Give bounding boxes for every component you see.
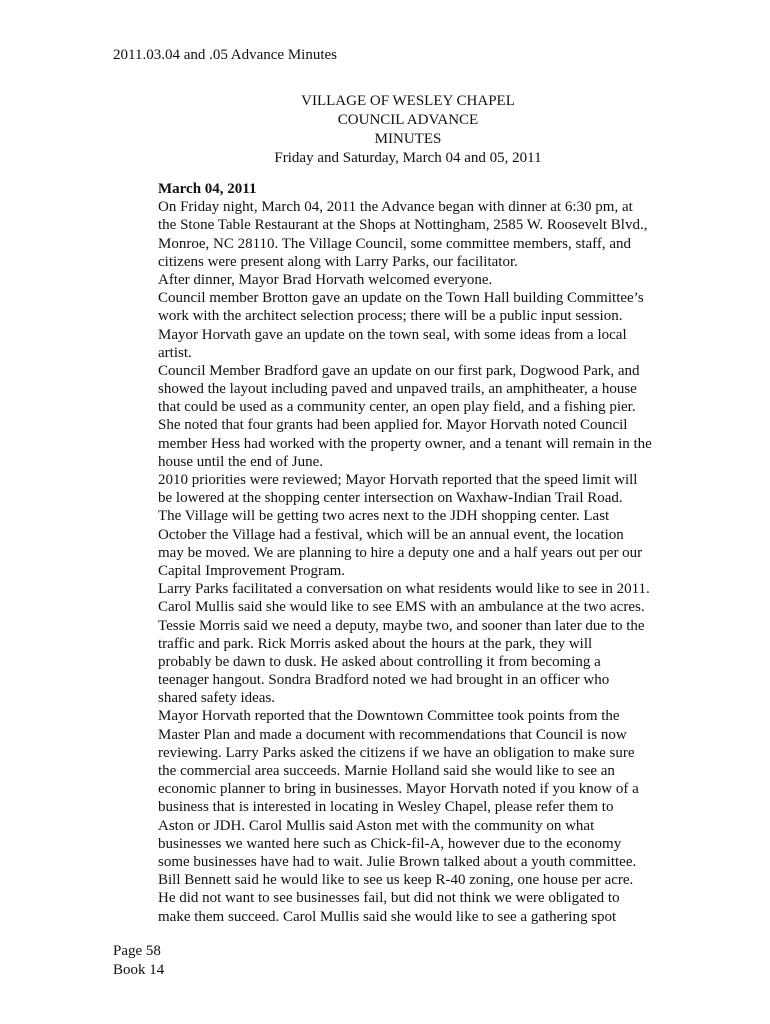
body-line: artist. [158, 344, 192, 361]
title-village: VILLAGE OF WESLEY CHAPEL [301, 93, 515, 109]
body-line: shared safety ideas. [158, 690, 276, 707]
body-line: Council Member Bradford gave an update on our first park, Dogwood Park, and [158, 362, 640, 379]
body-line: be lowered at the shopping center intersection on Waxhaw-Indian Trail Road. [158, 490, 623, 507]
body-line: Council member Brotton gave an update on the Town Hall building Committee’s [158, 290, 644, 307]
page-number: Page 58 [113, 943, 161, 959]
body-line: work with the architect selection process; there will be a public input session. [158, 308, 623, 325]
body-line: Bill Bennett said he would like to see us keep R-40 zoning, one house per acre. [158, 872, 634, 889]
body-line: She noted that four grants had been applied for. Mayor Horvath noted Council [158, 417, 628, 434]
title-council-advance: COUNCIL ADVANCE [337, 112, 479, 128]
body-line: teenager hangout. Sondra Bradford noted we had brought in an officer who [158, 672, 610, 689]
body-line: house until the end of June. [158, 453, 323, 470]
body-line: traffic and park. Rick Morris asked about the hours at the park, they will [158, 635, 593, 652]
body-line: probably be dawn to dusk. He asked about controlling it from becoming a [158, 653, 601, 670]
body-line: may be moved. We are planning to hire a deputy one and a half years out per our [158, 544, 643, 561]
document-title-block [0, 92, 770, 168]
body-line: some businesses have had to wait. Julie Brown talked about a youth committee. [158, 853, 637, 870]
body-line: He did not want to see businesses fail, but did not think we were obligated to [158, 890, 620, 907]
body-line: Carol Mullis said she would like to see EMS with an ambulance at the two acres. [158, 599, 645, 616]
body-line: Mayor Horvath reported that the Downtown Committee took points from the [158, 708, 620, 725]
running-header: 2011.03.04 and .05 Advance Minutes [113, 47, 337, 63]
body-line: Mayor Horvath gave an update on the town seal, with some ideas from a local [158, 326, 627, 343]
body-line: Aston or JDH. Carol Mullis said Aston met with the community on what [158, 817, 595, 834]
body-line: that could be used as a community center, an open play field, and a fishing pier. [158, 399, 636, 416]
body-line: Master Plan and made a document with recommendations that Council is now [158, 726, 627, 743]
body-line: the Stone Table Restaurant at the Shops at Nottingham, 2585 W. Roosevelt Blvd., [158, 217, 648, 234]
body-line: After dinner, Mayor Brad Horvath welcomed everyone. [158, 271, 493, 288]
body-line: the commercial area succeeds. Marnie Holland said she would like to see an [158, 763, 615, 779]
body-line: On Friday night, March 04, 2011 the Advance began with dinner at 6:30 pm, at [158, 199, 633, 216]
page-footer [113, 942, 164, 980]
body-line: economic planner to bring in businesses. Mayor Horvath noted if you know of a [158, 781, 639, 798]
title-dates: Friday and Saturday, March 04 and 05, 2011 [274, 150, 542, 166]
body-line: Larry Parks facilitated a conversation on what residents would like to see in 2011. [158, 581, 650, 598]
body-line: Tessie Morris said we need a deputy, maybe two, and sooner than later due to the [158, 617, 645, 634]
body-line: member Hess had worked with the property owner, and a tenant will remain in the [158, 435, 652, 452]
body-line: businesses we wanted here such as Chick-fil-A, however due to the economy [158, 835, 622, 852]
body-line: October the Village had a festival, which will be an annual event, the location [158, 526, 624, 543]
body-line: make them succeed. Carol Mullis said she would like to see a gathering spot [158, 908, 617, 925]
body-line: business that is interested in locating in Wesley Chapel, please refer them to [158, 799, 614, 816]
body-line: citizens were present along with Larry Parks, our facilitator. [158, 253, 518, 270]
title-minutes: MINUTES [374, 131, 442, 147]
body-line: reviewing. Larry Parks asked the citizens if we have an obligation to make sure [158, 744, 635, 761]
body-line: showed the layout including paved and unpaved trails, an amphitheater, a house [158, 381, 637, 398]
body-line: Capital Improvement Program. [158, 562, 346, 579]
body-line: 2010 priorities were reviewed; Mayor Horvath reported that the speed limit will [158, 472, 638, 488]
body-line: Monroe, NC 28110. The Village Council, some committee members, staff, and [158, 235, 632, 252]
body-line: The Village will be getting two acres next to the JDH shopping center. Last [158, 508, 610, 525]
section-heading: March 04, 2011 [158, 181, 257, 197]
book-number: Book 14 [113, 962, 165, 978]
minutes-body [158, 180, 670, 926]
